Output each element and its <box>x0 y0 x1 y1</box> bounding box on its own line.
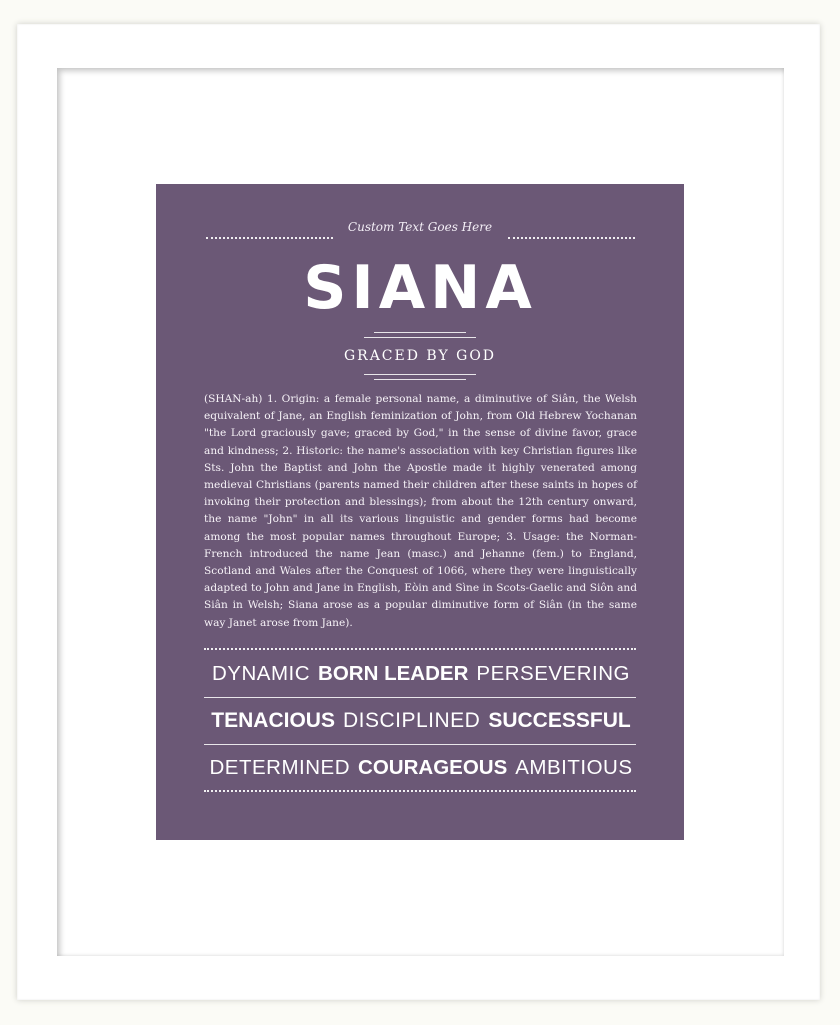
trait: AMBITIOUS <box>515 756 633 779</box>
top-dotted-rule-right <box>508 237 635 239</box>
trait: SUCCESSFUL <box>488 709 631 732</box>
name-definition: (SHAN-ah) 1. Origin: a female personal name, a diminutive of Siân, the Welsh equivalent of Jane, an English feminization of John, from Old Hebrew Yochanan "the Lord graciously gave; graced by God," in the sense of divine favor, grace and kindness; 2. Historic: the name's association with key Christian figures like Sts. John the Baptist and John the Apostle made it highly venerated among medieval Christians (parents named their children after these saints in hopes of invoking their protection and blessings); from about the 12th century onward, the name "John" in all its various linguistic and gender forms had become among the most popular names throughout Europe; 3. Usage: the Norman-French introduced the name Jean (masc.) and Jehanne (fem.) to England, Scotland and Wales after the Conquest of 1066, where they were linguistically adapted to John and Jane in English, Eòin and Sìne in Scots-Gaelic and Siôn and Siân in Welsh; Siana arose as a popular diminutive form of Siân (in the same way Janet arose from Jane). <box>204 393 637 629</box>
name-meaning: GRACED BY GOD <box>343 348 497 364</box>
traits-row-1 <box>204 659 638 689</box>
trait: DYNAMIC <box>212 662 311 685</box>
traits-top-dotted-rule <box>204 648 636 650</box>
name-underline-1 <box>374 332 466 333</box>
traits-row-2 <box>204 706 638 736</box>
custom-text: Custom Text Goes Here <box>347 220 493 234</box>
name-underline-2 <box>364 337 476 338</box>
trait: COURAGEOUS <box>358 756 508 779</box>
name-art-print <box>156 184 684 840</box>
trait: TENACIOUS <box>211 709 335 732</box>
name-title: SIANA <box>303 253 537 323</box>
trait: DETERMINED <box>209 756 351 779</box>
traits-divider-1 <box>204 697 636 698</box>
meaning-underline-1 <box>364 374 476 375</box>
meaning-underline-2 <box>374 379 466 380</box>
traits-divider-2 <box>204 744 636 745</box>
traits-bottom-dotted-rule <box>204 790 636 792</box>
top-dotted-rule-left <box>206 237 333 239</box>
trait: BORN LEADER <box>318 662 469 685</box>
trait: PERSEVERING <box>476 662 630 685</box>
traits-row-3 <box>204 753 638 783</box>
trait: DISCIPLINED <box>342 709 481 732</box>
